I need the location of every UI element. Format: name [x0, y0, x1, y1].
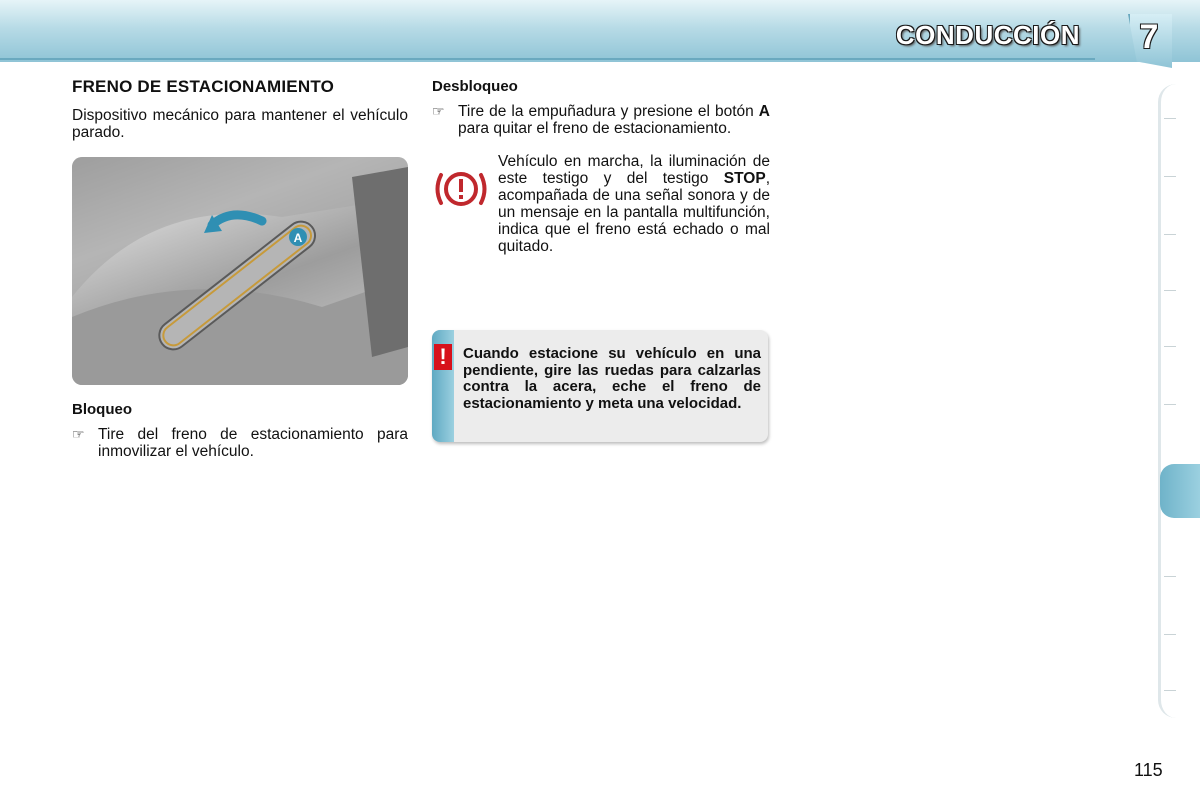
pointing-hand-icon: ☞	[72, 426, 85, 442]
unlock-text	[458, 103, 770, 137]
side-tab-divider	[1164, 690, 1176, 691]
side-tab-divider	[1164, 404, 1176, 405]
warning-text	[498, 153, 770, 255]
stop-ref: STOP	[723, 170, 766, 187]
pointing-hand-icon: ☞	[432, 103, 445, 119]
side-tab-active	[1160, 464, 1200, 518]
side-tab-rail	[1158, 84, 1200, 718]
parking-brake-photo	[72, 157, 408, 385]
side-tab-divider	[1164, 176, 1176, 177]
left-column	[72, 78, 408, 141]
side-tab-divider	[1164, 234, 1176, 235]
warning-text-part: , acompañada de una señal sonora y de un mensaje en la pantalla multifunción, indica que el freno está echado o mal quitado.	[498, 170, 770, 255]
side-tab-divider	[1164, 290, 1176, 291]
unlock-heading: Desbloqueo	[432, 78, 518, 95]
unlock-text-part: Tire de la empuñadura y presione el botón	[458, 103, 759, 120]
note-text: Cuando estacione su vehículo en una pendiente, gire las ruedas para calzarlas contra la acera, eche el freno de estacionamiento y meta una velocidad.	[463, 345, 761, 412]
parking-brake-warning-icon	[432, 153, 498, 255]
intro-text: Dispositivo mecánico para mantener el vehículo parado.	[72, 107, 408, 141]
callout-a-label: A	[293, 231, 303, 245]
unlock-text-part: para quitar el freno de estacionamiento.	[458, 120, 732, 137]
lock-section	[72, 401, 408, 460]
warning-row	[432, 153, 770, 255]
caution-note	[432, 330, 768, 442]
side-tab-divider	[1164, 576, 1176, 577]
section-heading: FRENO DE ESTACIONAMIENTO	[72, 77, 335, 96]
lock-text: Tire del freno de estacionamiento para inmovilizar el vehículo.	[98, 426, 408, 460]
side-tab-divider	[1164, 346, 1176, 347]
warning-text-part: Vehículo en marcha, la iluminación de este testigo y del testigo	[498, 153, 770, 187]
parking-brake-illustration	[72, 157, 408, 385]
button-a-ref: A	[758, 103, 770, 120]
header-rule	[0, 58, 1095, 60]
lock-bullet	[72, 426, 408, 460]
unlock-bullet	[432, 103, 770, 137]
side-tab-divider	[1164, 118, 1176, 119]
right-column	[432, 78, 770, 255]
chapter-number: 7	[1139, 18, 1159, 56]
page-number: 115	[1134, 760, 1163, 780]
chapter-title: CONDUCCIÓN	[895, 20, 1080, 50]
exclamation-icon: !	[434, 344, 452, 370]
lock-heading: Bloqueo	[72, 401, 132, 418]
side-tab-divider	[1164, 634, 1176, 635]
